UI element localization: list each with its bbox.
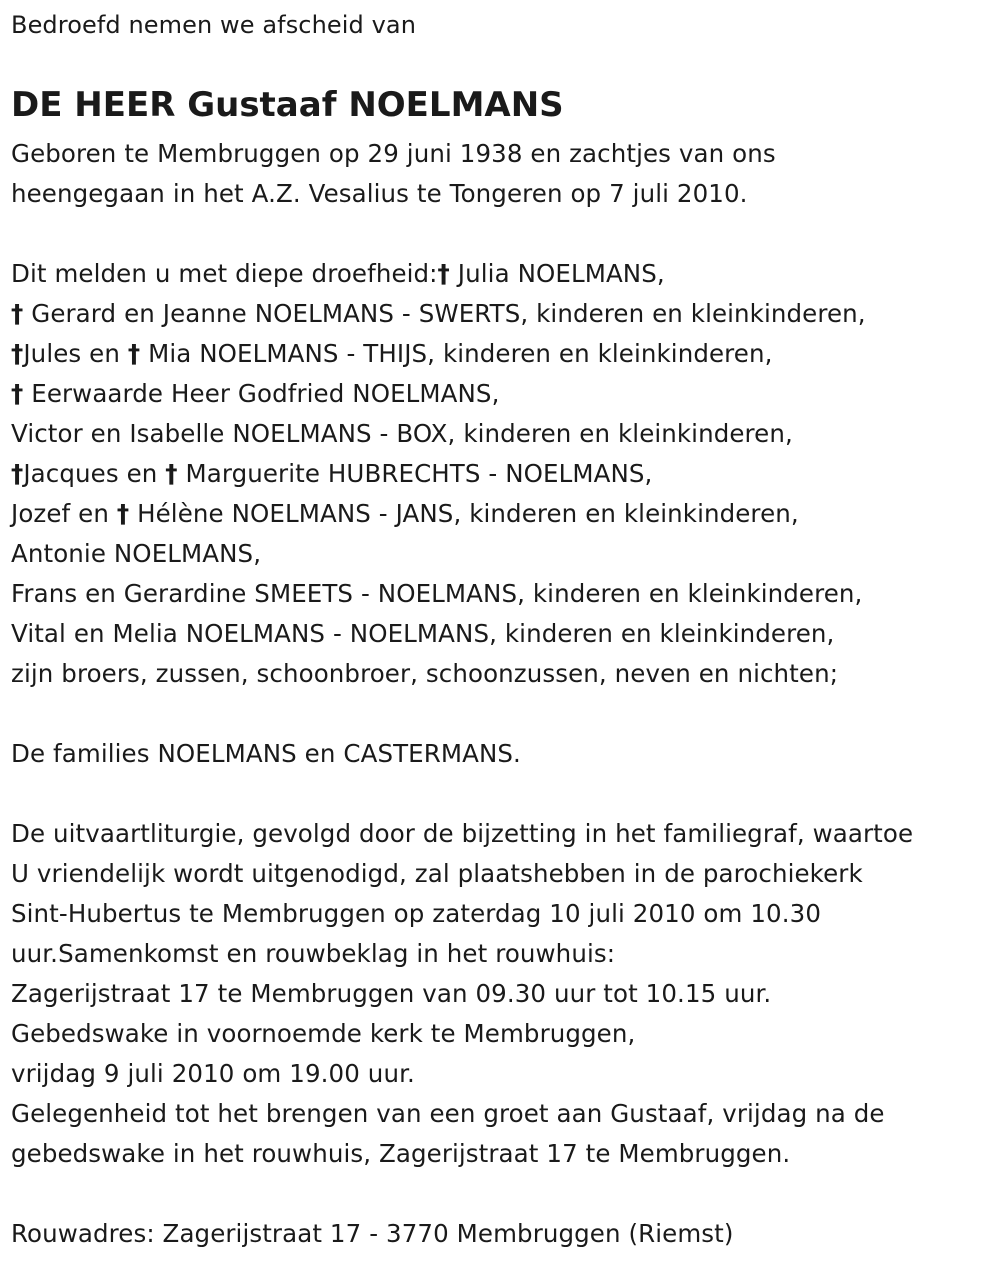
mourner-entry: Vital en Melia NOELMANS - NOELMANS, kinderen en kleinkinderen,: [11, 619, 835, 648]
birth-line-1: Geboren te Membruggen op 29 juni 1938 en zachtjes van ons: [11, 139, 776, 168]
mourner-entry: Eerwaarde Heer Godfried NOELMANS,: [31, 379, 500, 408]
mourners-line: [11, 654, 838, 694]
mourner-entry: Marguerite HUBRECHTS - NOELMANS,: [185, 459, 653, 488]
mourner-entry: Antonie NOELMANS,: [11, 539, 262, 568]
mourner-entry: Jacques en: [23, 459, 158, 488]
funeral-line: Zagerijstraat 17 te Membruggen van 09.30 uur tot 10.15 uur.: [11, 979, 772, 1008]
address-line: Rouwadres: Zagerijstraat 17 - 3770 Membruggen (Riemst): [11, 1219, 734, 1248]
funeral-line: De uitvaartliturgie, gevolgd door de bijzetting in het familiegraf, waartoe: [11, 819, 914, 848]
mourners-line: [11, 414, 793, 454]
funeral-line: uur.Samenkomst en rouwbeklag in het rouwhuis:: [11, 939, 616, 968]
mourners-line: [11, 454, 652, 494]
funeral-line: U vriendelijk wordt uitgenodigd, zal plaatshebben in de parochiekerk: [11, 859, 863, 888]
mourners-line: [11, 494, 799, 534]
funeral-line: Sint-Hubertus te Membruggen op zaterdag 10 juli 2010 om 10.30: [11, 899, 822, 928]
deceased-name-heading: DE HEER Gustaaf NOELMANS: [11, 85, 564, 125]
mourners-line: [11, 574, 862, 614]
mourners-line: [11, 614, 834, 654]
cross-icon: †: [165, 459, 178, 488]
cross-icon: †: [11, 339, 24, 368]
intro-text: Bedroefd nemen we afscheid van: [11, 11, 417, 39]
cross-icon: †: [127, 339, 141, 368]
mourners-line: [11, 254, 665, 294]
funeral-line: vrijdag 9 juli 2010 om 19.00 uur.: [11, 1059, 415, 1088]
mourners-intro: Dit melden u met diepe droefheid:: [11, 259, 438, 288]
mourner-entry: Hélène NOELMANS - JANS, kinderen en kleinkinderen,: [137, 499, 799, 528]
mourners-line: [11, 374, 499, 414]
mourner-entry: Frans en Gerardine SMEETS - NOELMANS, kinderen en kleinkinderen,: [11, 579, 863, 608]
cross-icon: †: [116, 499, 130, 528]
mourner-entry: zijn broers, zussen, schoonbroer, schoonzussen, neven en nichten;: [11, 659, 839, 688]
funeral-line: Gelegenheid tot het brengen van een groet aan Gustaaf, vrijdag na de: [11, 1099, 885, 1128]
funeral-line: gebedswake in het rouwhuis, Zagerijstraat 17 te Membruggen.: [11, 1139, 791, 1168]
mourners-line: [11, 334, 772, 374]
mourner-entry: Gerard en Jeanne NOELMANS - SWERTS, kinderen en kleinkinderen,: [31, 299, 866, 328]
cross-icon: †: [11, 379, 24, 408]
mourner-entry: Jules en: [23, 339, 120, 368]
mourners-line: [11, 294, 866, 334]
birth-line-2: heengegaan in het A.Z. Vesalius te Tongeren op 7 juli 2010.: [11, 179, 748, 208]
mourner-entry: Jozef en: [11, 499, 109, 528]
families-line: De families NOELMANS en CASTERMANS.: [11, 739, 521, 768]
cross-icon: †: [11, 459, 24, 488]
cross-icon: †: [437, 259, 450, 288]
mourners-line: [11, 534, 261, 574]
cross-icon: †: [11, 299, 24, 328]
funeral-line: Gebedswake in voornoemde kerk te Membruggen,: [11, 1019, 636, 1048]
mourner-entry: Mia NOELMANS - THIJS, kinderen en kleinkinderen,: [148, 339, 773, 368]
mourner-entry: Julia NOELMANS,: [457, 259, 665, 288]
mourner-entry: Victor en Isabelle NOELMANS - BOX, kinderen en kleinkinderen,: [11, 419, 793, 448]
